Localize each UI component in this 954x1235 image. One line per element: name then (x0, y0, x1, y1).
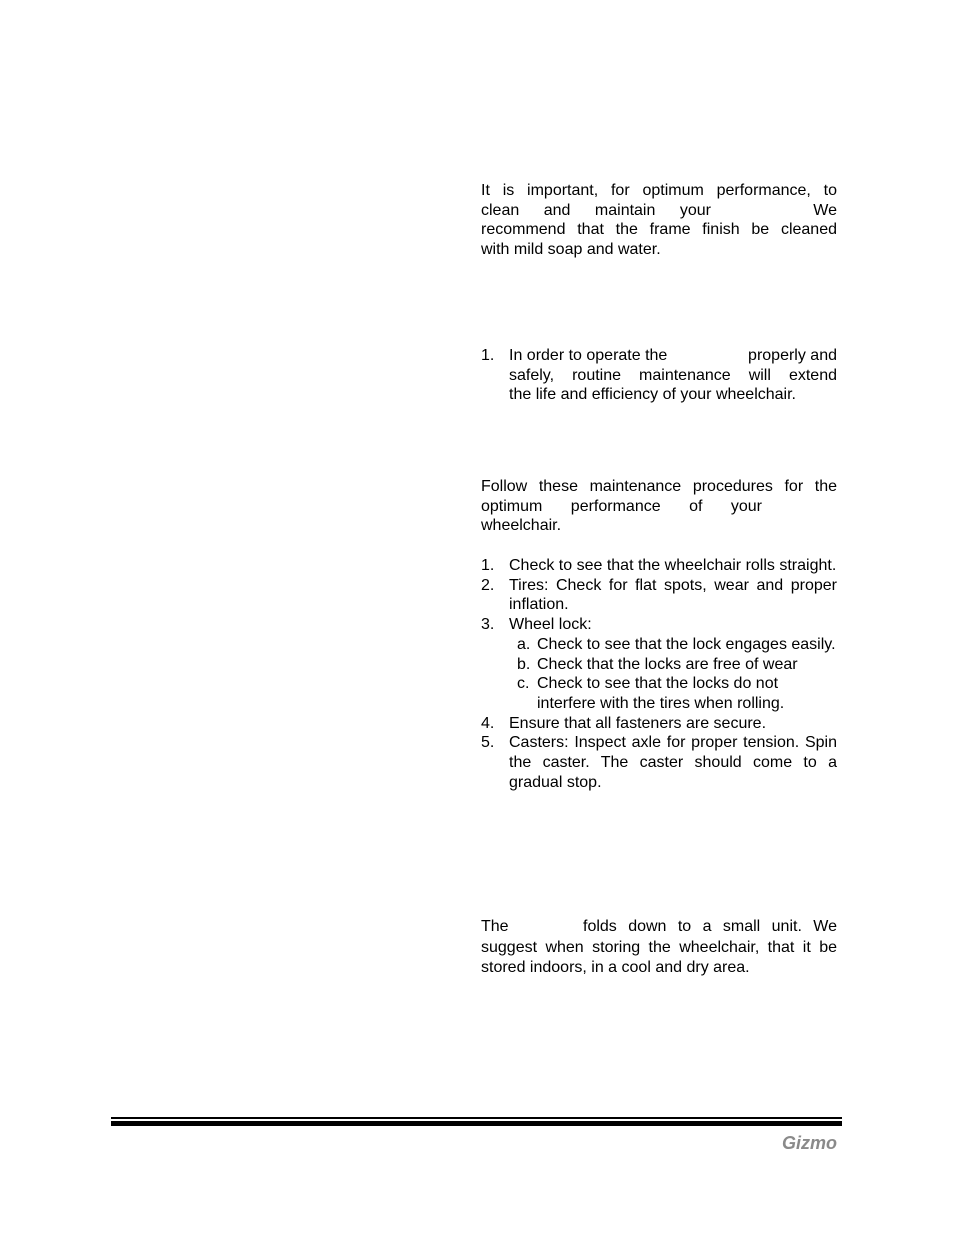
procedures-intro-line-1: Follow these maintenance procedures for the (481, 478, 837, 495)
list-item: 5. Casters: Inspect axle for proper tension. Spin the caster. The caster should come to a gradual stop. (481, 734, 837, 791)
procedures-intro-line-2: optimum performance of your (481, 497, 762, 515)
list-item: 1. Check to see that the wheelchair rolls straight. (481, 557, 837, 574)
procedures-list (481, 556, 837, 792)
storage-line-2: suggest when storing the wheelchair, that it be (481, 938, 837, 956)
sublist-item: a. Check to see that the lock engages easily. (517, 635, 836, 653)
sublist-item: b. Check that the locks are free of wear (517, 655, 798, 673)
operate-line-1a: In order to operate the (509, 347, 668, 364)
procedures-intro (481, 477, 837, 536)
footer-rule-thin (111, 1117, 842, 1119)
list-item: 3. Wheel lock: (481, 616, 592, 634)
cleaning-line-2 (481, 201, 837, 221)
storage-line-1 (481, 917, 837, 938)
storage-line-1a: The (481, 918, 509, 935)
storage-line-3: stored indoors, in a cool and dry area. (481, 959, 750, 976)
cleaning-line-4: with mild soap and water. (481, 241, 661, 259)
operate-line-3: the life and efficiency of your wheelchair. (509, 386, 796, 404)
list-item: 4. Ensure that all fasteners are secure. (481, 714, 767, 732)
operate-list (481, 346, 837, 405)
cleaning-line-1: It is important, for optimum performance, to (481, 182, 837, 199)
operate-item-number: 1. (481, 347, 495, 364)
operate-item (481, 346, 837, 405)
procedures-intro-line-3: wheelchair. (481, 517, 562, 535)
cleaning-line-2a: clean and maintain your (481, 201, 711, 219)
cleaning-line-3: recommend that the frame finish be cleaned (481, 221, 837, 239)
operate-line-1b: properly and (748, 347, 837, 364)
footer-brand: Gizmo (781, 1133, 837, 1153)
cleaning-line-2b: We (813, 201, 837, 219)
operate-line-2: safely, routine maintenance will extend (509, 366, 837, 384)
wheel-lock-sublist (517, 635, 837, 714)
list-item: 2. Tires: Check for flat spots, wear and proper inflation. (481, 576, 837, 614)
storage-line-1b: folds down to a small unit. We (583, 918, 837, 935)
storage-paragraph (481, 917, 837, 979)
sublist-item: c. Check to see that the locks do not interfere with the tires when rolling. (517, 675, 785, 712)
cleaning-paragraph (481, 181, 837, 260)
footer-rule-thick (111, 1121, 842, 1126)
